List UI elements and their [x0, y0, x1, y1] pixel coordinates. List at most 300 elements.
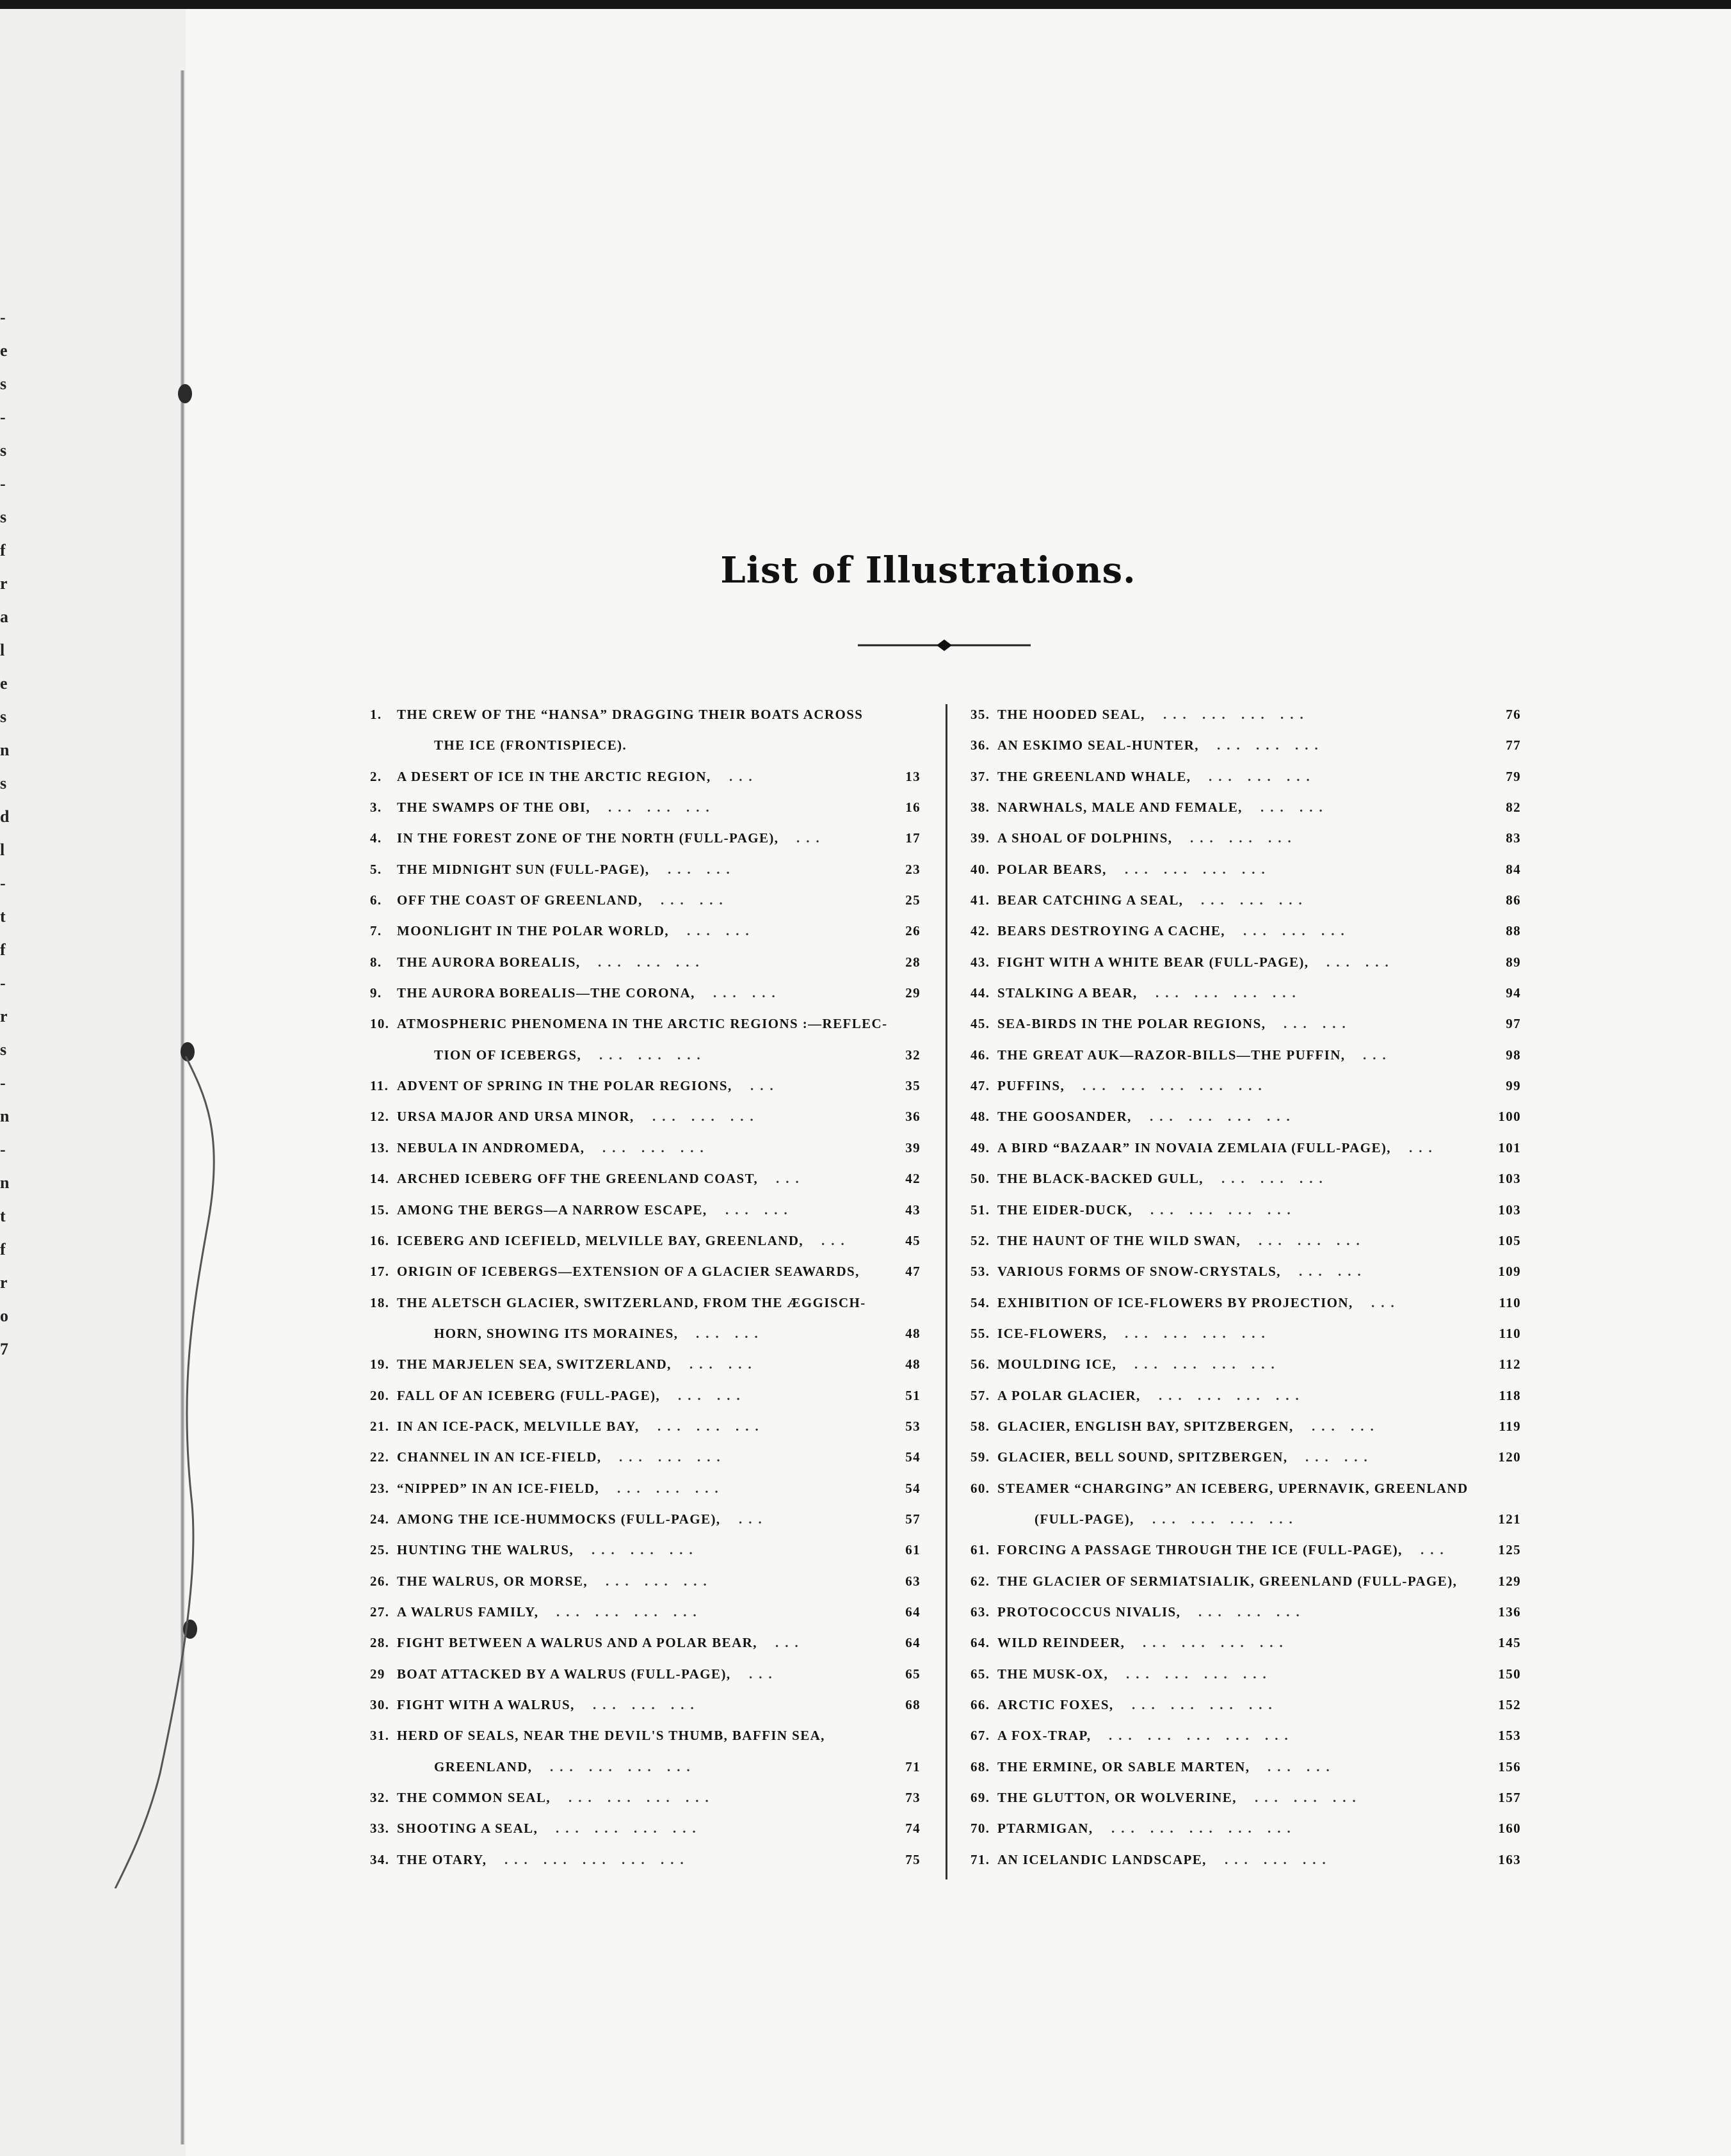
- entry-page-number: 94: [1506, 985, 1521, 1001]
- entry-page-number: 112: [1499, 1356, 1521, 1372]
- illustration-entry: [370, 976, 921, 1007]
- leader-dots: ... ...: [725, 1202, 794, 1218]
- entry-number: 66.: [970, 1697, 990, 1712]
- entry-number: 31.: [370, 1728, 390, 1744]
- leader-dots: ... ...: [1284, 1016, 1352, 1032]
- entry-title: THE GREAT AUK—RAZOR-BILLS—THE PUFFIN,: [997, 1047, 1346, 1063]
- leader-dots: ... ... ...: [1255, 1790, 1362, 1806]
- leader-dots: ... ... ...: [1201, 892, 1308, 908]
- entry-page-number: 48: [905, 1325, 921, 1341]
- margin-fragment: s: [0, 707, 7, 726]
- entry-title: URSA MAJOR AND URSA MINOR,: [397, 1109, 634, 1125]
- margin-fragment: n: [0, 741, 10, 759]
- entry-title: GLACIER, ENGLISH BAY, SPITZBERGEN,: [997, 1418, 1294, 1434]
- entry-title: FORCING A PASSAGE THROUGH THE ICE (FULL-PAGE),: [997, 1542, 1403, 1558]
- entry-page-number: 82: [1506, 800, 1521, 816]
- entry-title: THE BLACK-BACKED GULL,: [997, 1171, 1204, 1187]
- margin-fragment: s: [0, 508, 7, 526]
- illustration-entry: [370, 1565, 921, 1595]
- entry-title: THE EIDER-DUCK,: [997, 1202, 1133, 1218]
- margin-fragment: e: [0, 341, 8, 360]
- entry-page-number: 42: [905, 1171, 921, 1187]
- leader-dots: ... ... ...: [602, 1139, 710, 1155]
- leader-dots: ...: [1371, 1294, 1401, 1310]
- entry-page-number: 64: [905, 1604, 921, 1620]
- entry-page-number: 16: [905, 800, 921, 816]
- entry-title: FIGHT WITH A WALRUS,: [397, 1697, 575, 1712]
- illustration-entry: [970, 1595, 1521, 1626]
- entry-page-number: 54: [905, 1449, 921, 1465]
- leader-dots: ... ... ... ...: [556, 1604, 703, 1620]
- leader-dots: ... ... ...: [598, 954, 705, 970]
- leader-dots: ... ... ... ...: [1155, 985, 1302, 1001]
- leader-dots: ... ... ... ...: [1159, 1387, 1305, 1403]
- entry-title: HORN, SHOWING ITS MORAINES,: [434, 1325, 679, 1341]
- margin-fragment: -: [0, 474, 6, 493]
- leader-dots: ... ...: [1260, 800, 1329, 816]
- margin-fragment: -: [0, 408, 6, 426]
- entry-number: 25.: [370, 1542, 390, 1558]
- entry-number: 24.: [370, 1511, 390, 1527]
- entry-number: 68.: [970, 1758, 990, 1774]
- entry-number: 65.: [970, 1666, 990, 1682]
- leader-dots: ... ... ...: [593, 1697, 700, 1712]
- illustration-entry: [370, 1131, 921, 1162]
- illustration-entry: [970, 728, 1521, 759]
- leader-dots: ...: [739, 1511, 768, 1527]
- illustration-entry: [970, 1007, 1521, 1038]
- illustration-entry: [970, 1472, 1521, 1502]
- entry-title: THE MUSK-OX,: [997, 1666, 1109, 1682]
- illustration-entry: [970, 976, 1521, 1007]
- entry-number: 19.: [370, 1356, 390, 1372]
- margin-fragment: -: [0, 874, 6, 892]
- illustration-entry: [970, 1224, 1521, 1255]
- margin-fragment: r: [0, 1273, 8, 1292]
- entry-title: FIGHT WITH A WHITE BEAR (FULL-PAGE),: [997, 954, 1309, 970]
- entry-page-number: 36: [905, 1109, 921, 1125]
- entry-page-number: 156: [1498, 1758, 1521, 1774]
- entry-title: NEBULA IN ANDROMEDA,: [397, 1139, 585, 1155]
- entry-title: THE ICE (FRONTISPIECE).: [434, 737, 627, 753]
- entry-title: GREENLAND,: [434, 1758, 533, 1774]
- entry-title: “NIPPED” IN AN ICE-FIELD,: [397, 1480, 600, 1496]
- entry-number: 60.: [970, 1480, 990, 1496]
- illustration-entry: [370, 1595, 921, 1626]
- entry-page-number: 101: [1498, 1139, 1521, 1155]
- entry-number: 18.: [370, 1294, 390, 1310]
- illustration-entry: [970, 1719, 1521, 1750]
- leader-dots: ... ... ... ...: [1125, 1325, 1271, 1341]
- entry-title: WILD REINDEER,: [997, 1635, 1125, 1651]
- entry-page-number: 74: [905, 1821, 921, 1837]
- entry-number: 7.: [370, 923, 382, 939]
- illustration-entry: [970, 791, 1521, 821]
- entry-number: 34.: [370, 1851, 390, 1867]
- leader-dots: ... ...: [1299, 1264, 1367, 1280]
- leader-dots: ... ...: [661, 892, 729, 908]
- leader-dots: ... ...: [1268, 1758, 1336, 1774]
- entry-title: ICE-FLOWERS,: [997, 1325, 1107, 1341]
- illustration-entry: [970, 1286, 1521, 1317]
- entry-title: FIGHT BETWEEN A WALRUS AND A POLAR BEAR,: [397, 1635, 757, 1651]
- illustration-entry: [970, 698, 1521, 728]
- entry-title: THE ALETSCH GLACIER, SWITZERLAND, FROM THE ÆGGISCH-: [397, 1294, 866, 1310]
- entry-number: 3.: [370, 800, 382, 816]
- entry-page-number: 48: [905, 1356, 921, 1372]
- leader-dots: ... ...: [678, 1387, 746, 1403]
- illustration-entry: [370, 760, 921, 791]
- entry-page-number: 76: [1506, 707, 1521, 722]
- margin-fragment: r: [0, 574, 8, 593]
- entry-page-number: 25: [905, 892, 921, 908]
- entry-number: 30.: [370, 1697, 390, 1712]
- entry-page-number: 63: [905, 1573, 921, 1589]
- entry-number: 4.: [370, 830, 382, 846]
- leader-dots: ... ... ... ...: [1150, 1202, 1297, 1218]
- entry-number: 1.: [370, 707, 382, 722]
- entry-title: POLAR BEARS,: [997, 861, 1107, 877]
- entry-page-number: 109: [1498, 1264, 1521, 1280]
- illustration-entry: [970, 1565, 1521, 1595]
- entry-number: 17.: [370, 1264, 390, 1280]
- entry-title: SHOOTING A SEAL,: [397, 1821, 538, 1837]
- entry-page-number: 125: [1498, 1542, 1521, 1558]
- entry-title: THE MARJELEN SEA, SWITZERLAND,: [397, 1356, 672, 1372]
- entry-number: 46.: [970, 1047, 990, 1063]
- entry-page-number: 32: [905, 1047, 921, 1063]
- entry-number: 70.: [970, 1821, 990, 1837]
- entry-page-number: 97: [1506, 1016, 1521, 1032]
- illustration-entry: [370, 1069, 921, 1100]
- entry-title: BOAT ATTACKED BY A WALRUS (FULL-PAGE),: [397, 1666, 731, 1682]
- entry-title: ICEBERG AND ICEFIELD, MELVILLE BAY, GREENLAND,: [397, 1232, 804, 1248]
- entry-number: 28.: [370, 1635, 390, 1651]
- entry-number: 58.: [970, 1418, 990, 1434]
- margin-fragment: s: [0, 774, 7, 792]
- entry-page-number: 45: [905, 1232, 921, 1248]
- entry-title: MOULDING ICE,: [997, 1356, 1117, 1372]
- entry-number: 47.: [970, 1078, 990, 1094]
- leader-dots: ... ...: [1312, 1418, 1380, 1434]
- entry-number: 67.: [970, 1728, 990, 1744]
- entry-title: THE GREENLAND WHALE,: [997, 768, 1191, 784]
- margin-fragment: l: [0, 641, 5, 659]
- illustration-entry: [970, 1502, 1521, 1533]
- margin-fragment: s: [0, 1040, 7, 1059]
- entry-title: THE GOOSANDER,: [997, 1109, 1132, 1125]
- illustration-entry: [370, 791, 921, 821]
- entry-number: 26.: [370, 1573, 390, 1589]
- entry-number: 14.: [370, 1171, 390, 1187]
- entry-page-number: 35: [905, 1078, 921, 1094]
- leader-dots: ... ...: [713, 985, 782, 1001]
- entry-number: 2.: [370, 768, 382, 784]
- leader-dots: ...: [750, 1078, 780, 1094]
- entry-page-number: 79: [1506, 768, 1521, 784]
- entry-page-number: 71: [905, 1758, 921, 1774]
- margin-fragment: r: [0, 1007, 8, 1026]
- leader-dots: ...: [749, 1666, 778, 1682]
- leader-dots: ... ... ... ... ...: [1109, 1728, 1294, 1744]
- entry-number: 71.: [970, 1851, 990, 1867]
- entry-title: THE GLACIER OF SERMIATSIALIK, GREENLAND (FULL-PAGE),: [997, 1573, 1458, 1589]
- entry-page-number: 86: [1506, 892, 1521, 908]
- entry-title: ADVENT OF SPRING IN THE POLAR REGIONS,: [397, 1078, 732, 1094]
- entry-number: 27.: [370, 1604, 390, 1620]
- leader-dots: ... ... ... ...: [1125, 861, 1271, 877]
- illustration-entry: [970, 1781, 1521, 1812]
- leader-dots: ... ... ...: [657, 1418, 765, 1434]
- entry-number: 8.: [370, 954, 382, 970]
- entry-page-number: 160: [1498, 1821, 1521, 1837]
- illustration-entry: [370, 1348, 921, 1378]
- entry-page-number: 47: [905, 1264, 921, 1280]
- entry-number: 45.: [970, 1016, 990, 1032]
- margin-fragment: n: [0, 1107, 10, 1125]
- illustration-entry: [370, 853, 921, 883]
- leader-dots: ... ... ... ...: [1150, 1109, 1296, 1125]
- entry-title: STALKING A BEAR,: [997, 985, 1138, 1001]
- entry-number: 15.: [370, 1202, 390, 1218]
- entry-page-number: 54: [905, 1480, 921, 1496]
- entry-page-number: 136: [1498, 1604, 1521, 1620]
- entry-number: 11.: [370, 1078, 389, 1094]
- entry-number: 21.: [370, 1418, 390, 1434]
- entry-number: 49.: [970, 1139, 990, 1155]
- margin-fragment: n: [0, 1173, 10, 1192]
- entry-title: THE OTARY,: [397, 1851, 487, 1867]
- entry-title: THE GLUTTON, OR WOLVERINE,: [997, 1790, 1237, 1806]
- leader-dots: ... ... ... ...: [1126, 1666, 1273, 1682]
- entry-title: TION OF ICEBERGS,: [434, 1047, 582, 1063]
- entry-page-number: 17: [905, 830, 921, 846]
- entry-number: 41.: [970, 892, 990, 908]
- entry-title: THE HOODED SEAL,: [997, 707, 1145, 722]
- entry-number: 36.: [970, 737, 990, 753]
- entry-page-number: 26: [905, 923, 921, 939]
- illustration-entry: [370, 1843, 921, 1874]
- leader-dots: ... ... ...: [599, 1047, 707, 1063]
- entry-page-number: 53: [905, 1418, 921, 1434]
- entry-title: THE CREW OF THE “HANSA” DRAGGING THEIR BOATS ACROSS: [397, 707, 864, 722]
- illustration-entry: [370, 1286, 921, 1317]
- entry-page-number: 88: [1506, 923, 1521, 939]
- leader-dots: ... ... ...: [1190, 830, 1298, 846]
- margin-fragment: e: [0, 674, 8, 693]
- entry-number: 23.: [370, 1480, 390, 1496]
- illustration-entry: [970, 1348, 1521, 1378]
- entry-page-number: 13: [905, 768, 921, 784]
- illustration-entry: [370, 1224, 921, 1255]
- leader-dots: ... ... ... ... ...: [1111, 1821, 1297, 1837]
- entry-title: THE COMMON SEAL,: [397, 1790, 551, 1806]
- margin-fragment: -: [0, 974, 6, 992]
- leader-dots: ... ... ... ...: [556, 1821, 702, 1837]
- illustration-entry: [970, 1688, 1521, 1719]
- margin-fragment: 7: [0, 1340, 8, 1358]
- entry-number: 55.: [970, 1325, 990, 1341]
- leader-dots: ... ... ...: [619, 1449, 727, 1465]
- margin-fragment: -: [0, 308, 6, 326]
- entry-number: 37.: [970, 768, 990, 784]
- entry-title: AMONG THE BERGS—A NARROW ESCAPE,: [397, 1202, 707, 1218]
- entry-page-number: 23: [905, 861, 921, 877]
- illustration-entry: [970, 1379, 1521, 1410]
- entry-title: PUFFINS,: [997, 1078, 1065, 1094]
- illustration-entry: [970, 1193, 1521, 1224]
- leader-dots: ...: [776, 1171, 805, 1187]
- entry-title: BEARS DESTROYING A CACHE,: [997, 923, 1225, 939]
- leader-dots: ...: [1409, 1139, 1438, 1155]
- entry-title: OFF THE COAST OF GREENLAND,: [397, 892, 643, 908]
- leader-dots: ... ... ...: [592, 1542, 699, 1558]
- leader-dots: ...: [729, 768, 759, 784]
- illustration-entry: [370, 945, 921, 976]
- margin-fragment: f: [0, 541, 6, 559]
- entry-title: A SHOAL OF DOLPHINS,: [997, 830, 1173, 846]
- illustration-entry: [970, 945, 1521, 976]
- illustration-entry: [970, 1100, 1521, 1130]
- entry-number: 48.: [970, 1109, 990, 1125]
- leader-dots: ... ... ...: [1221, 1171, 1329, 1187]
- illustration-entry: [970, 821, 1521, 852]
- entry-page-number: 75: [905, 1851, 921, 1867]
- leader-dots: ... ... ...: [1225, 1851, 1332, 1867]
- leader-dots: ... ... ... ...: [1152, 1511, 1299, 1527]
- illustration-entry: [370, 728, 921, 759]
- illustration-entry: [970, 1317, 1521, 1348]
- leader-dots: ... ... ...: [1217, 737, 1324, 753]
- leader-dots: ... ...: [1326, 954, 1395, 970]
- entry-title: A POLAR GLACIER,: [997, 1387, 1141, 1403]
- illustration-entry: [970, 1812, 1521, 1842]
- entry-page-number: 118: [1499, 1387, 1521, 1403]
- entry-title: HERD OF SEALS, NEAR THE DEVIL'S THUMB, BAFFIN SEA,: [397, 1728, 825, 1744]
- illustration-entry: [370, 914, 921, 945]
- entry-title: GLACIER, BELL SOUND, SPITZBERGEN,: [997, 1449, 1288, 1465]
- illustration-entry: [370, 821, 921, 852]
- entry-number: 20.: [370, 1387, 390, 1403]
- entry-page-number: 153: [1498, 1728, 1521, 1744]
- illustration-entry: [370, 698, 921, 728]
- leader-dots: ... ... ... ... ...: [1083, 1078, 1268, 1094]
- margin-fragment: -: [0, 1140, 6, 1159]
- entry-page-number: 121: [1498, 1511, 1521, 1527]
- illustration-entry: [970, 914, 1521, 945]
- leader-dots: ... ... ...: [606, 1573, 713, 1589]
- entry-title: AMONG THE ICE-HUMMOCKS (FULL-PAGE),: [397, 1511, 721, 1527]
- entry-title: A FOX-TRAP,: [997, 1728, 1091, 1744]
- entry-number: 50.: [970, 1171, 990, 1187]
- entry-title: PROTOCOCCUS NIVALIS,: [997, 1604, 1181, 1620]
- illustration-entry: [370, 1688, 921, 1719]
- illustration-entry: [370, 1379, 921, 1410]
- entry-title: FALL OF AN ICEBERG (FULL-PAGE),: [397, 1387, 661, 1403]
- entry-number: 35.: [970, 707, 990, 722]
- binding-stitch: [178, 384, 192, 403]
- entry-title: ATMOSPHERIC PHENOMENA IN THE ARCTIC REGIONS :—REFLEC-: [397, 1016, 888, 1032]
- entry-title: STEAMER “CHARGING” AN ICEBERG, UPERNAVIK, GREENLAND: [997, 1480, 1469, 1496]
- illustration-entry: [970, 883, 1521, 914]
- illustration-entry: [370, 1502, 921, 1533]
- entry-page-number: 100: [1498, 1109, 1521, 1125]
- illustration-entry: [970, 1162, 1521, 1193]
- entry-number: 54.: [970, 1294, 990, 1310]
- leader-dots: ... ... ... ...: [550, 1758, 696, 1774]
- leader-dots: ... ...: [1305, 1449, 1374, 1465]
- entry-number: 56.: [970, 1356, 990, 1372]
- binding-thread: [102, 1056, 243, 1888]
- margin-fragment: s: [0, 374, 7, 393]
- entry-page-number: 110: [1499, 1325, 1521, 1341]
- entry-title: A BIRD “BAZAAR” IN NOVAIA ZEMLAIA (FULL-PAGE),: [997, 1139, 1391, 1155]
- entry-title: THE WALRUS, OR MORSE,: [397, 1573, 588, 1589]
- entry-title: THE ERMINE, OR SABLE MARTEN,: [997, 1758, 1250, 1774]
- illustration-entry: [370, 1317, 921, 1348]
- entry-title: HUNTING THE WALRUS,: [397, 1542, 574, 1558]
- entry-title: (FULL-PAGE),: [1035, 1511, 1134, 1527]
- entry-page-number: 119: [1499, 1418, 1521, 1434]
- entry-page-number: 77: [1506, 737, 1521, 753]
- page-title: List of Illustrations.: [720, 549, 1136, 591]
- entry-number: 38.: [970, 800, 990, 816]
- entry-number: 10.: [370, 1016, 390, 1032]
- entry-title: THE SWAMPS OF THE OBI,: [397, 800, 591, 816]
- leader-dots: ... ...: [668, 861, 736, 877]
- entry-number: 9.: [370, 985, 382, 1001]
- margin-fragment: o: [0, 1307, 8, 1325]
- entry-title: A DESERT OF ICE IN THE ARCTIC REGION,: [397, 768, 711, 784]
- entry-title: IN AN ICE-PACK, MELVILLE BAY,: [397, 1418, 640, 1434]
- entry-title: THE HAUNT OF THE WILD SWAN,: [997, 1232, 1241, 1248]
- illustration-entry: [970, 1255, 1521, 1285]
- leader-dots: ... ... ...: [652, 1109, 760, 1125]
- illustration-entry: [970, 1038, 1521, 1069]
- entry-page-number: 157: [1498, 1790, 1521, 1806]
- entry-page-number: 103: [1498, 1171, 1521, 1187]
- margin-fragment: f: [0, 940, 6, 959]
- entry-number: 59.: [970, 1449, 990, 1465]
- entry-page-number: 83: [1506, 830, 1521, 846]
- entry-number: 51.: [970, 1202, 990, 1218]
- entry-page-number: 129: [1498, 1573, 1521, 1589]
- entry-page-number: 61: [905, 1542, 921, 1558]
- entry-title: IN THE FOREST ZONE OF THE NORTH (FULL-PAGE),: [397, 830, 779, 846]
- entry-title: SEA-BIRDS IN THE POLAR REGIONS,: [997, 1016, 1266, 1032]
- illustration-entry: [970, 760, 1521, 791]
- entry-number: 39.: [970, 830, 990, 846]
- entry-number: 57.: [970, 1387, 990, 1403]
- margin-fragment: d: [0, 807, 10, 826]
- illustration-list-right: [970, 698, 1521, 1874]
- illustration-entry: [370, 1533, 921, 1564]
- entry-page-number: 51: [905, 1387, 921, 1403]
- entry-page-number: 73: [905, 1790, 921, 1806]
- leader-dots: ... ... ...: [1259, 1232, 1366, 1248]
- leader-dots: ... ... ... ...: [1134, 1356, 1281, 1372]
- entry-page-number: 64: [905, 1635, 921, 1651]
- entry-page-number: 105: [1498, 1232, 1521, 1248]
- leader-dots: ... ... ... ...: [1143, 1635, 1289, 1651]
- entry-number: 64.: [970, 1635, 990, 1651]
- column-divider: [946, 704, 947, 1879]
- entry-page-number: 57: [905, 1511, 921, 1527]
- entry-title: A WALRUS FAMILY,: [397, 1604, 539, 1620]
- entry-page-number: 150: [1498, 1666, 1521, 1682]
- entry-page-number: 29: [905, 985, 921, 1001]
- illustration-entry: [970, 1069, 1521, 1100]
